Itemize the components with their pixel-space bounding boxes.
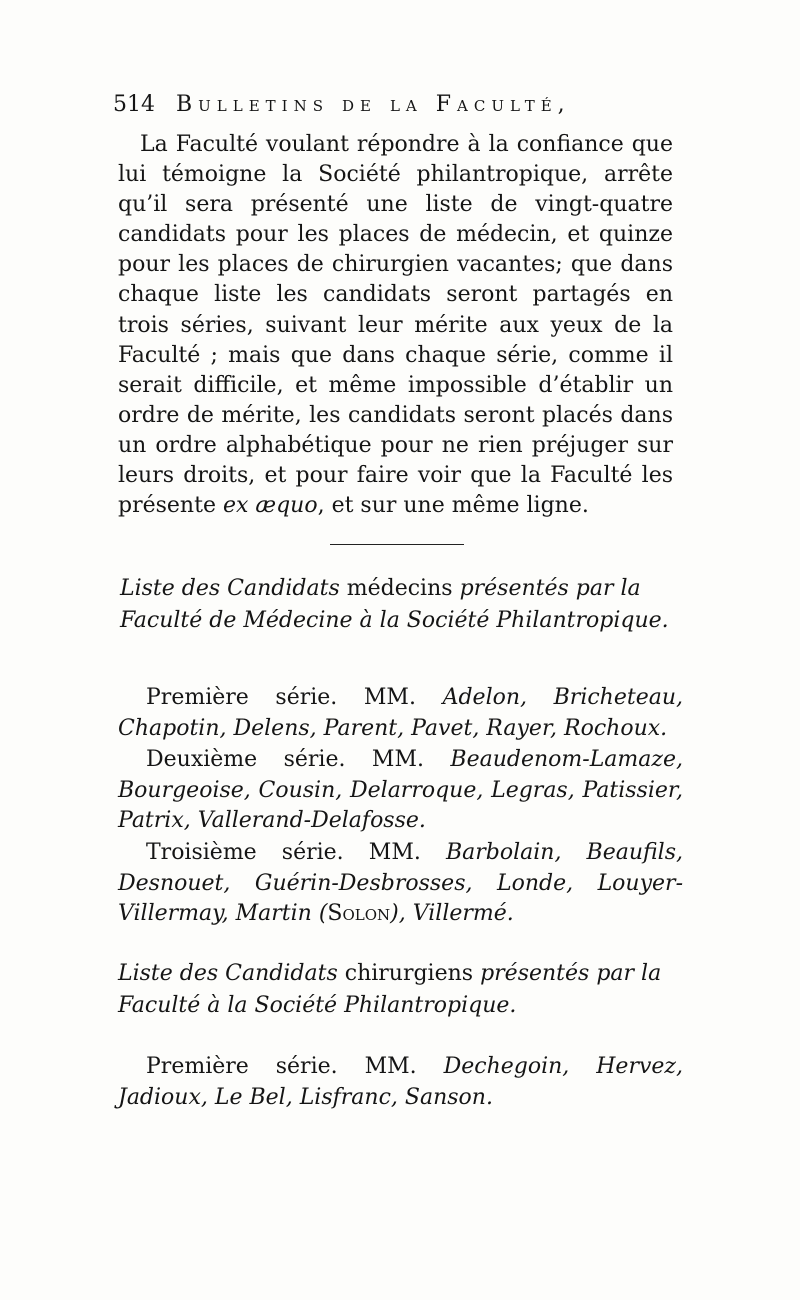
section-divider bbox=[330, 544, 464, 545]
intro-italic: ex æquo bbox=[222, 493, 318, 519]
series-names-end: ), Villermé. bbox=[390, 901, 514, 926]
series-label: Troisième série. MM. bbox=[146, 840, 421, 865]
series-names-smallcaps: Solon bbox=[327, 901, 391, 926]
intro-end: , et sur une même ligne. bbox=[317, 493, 589, 519]
intro-text: La Faculté voulant répondre à la confiance que lui témoigne la Société philantropique, arrête qu’il sera présenté une liste de vingt-quatre candidats pour les places de médecin, et quinze pour les places de chirurgien vacantes; que dans chaque liste les candidats seront partagés en trois séries, suivant leur mérite aux yeux de la Faculté ; mais que dans chaque série, comme il serait difficile, et même impossible d’établir un ordre de mérite, les candidats seront placés dans un ordre alphabétique pour ne rien préjuger sur leurs droits, et pour faire voir que la Faculté les présente bbox=[118, 132, 673, 519]
series-names: Dechegoin, Hervez, Jadioux, Le Bel, Lisfranc, Sanson. bbox=[118, 1054, 683, 1110]
series-label: Première série. MM. bbox=[146, 1054, 417, 1079]
series-label: Première série. MM. bbox=[146, 685, 416, 710]
chirurgiens-series-1 bbox=[118, 1052, 683, 1113]
chirurgiens-heading-b: chirurgiens bbox=[344, 961, 474, 986]
series-names: Adelon, Bricheteau, Chapotin, Delens, Parent, Pavet, Rayer, Rochoux. bbox=[118, 685, 683, 741]
chirurgiens-heading bbox=[118, 958, 678, 1022]
medecins-series-3 bbox=[118, 838, 683, 930]
series-names: Barbolain, Beaufils, Desnouet, Guérin-Desbrosses, Londe, Louyer-Villermay, Martin ( bbox=[118, 840, 684, 926]
running-head: Bulletins de la Faculté, bbox=[176, 92, 571, 117]
medecins-series-2 bbox=[118, 745, 683, 837]
medecins-series-1 bbox=[118, 683, 683, 744]
series-names: Beaudenom-Lamaze, Bourgeoise, Cousin, Delarroque, Legras, Patissier, Patrix, Vallerand-Delafosse. bbox=[118, 747, 683, 833]
series-label: Deuxième série. MM. bbox=[146, 747, 424, 772]
medecins-heading-b: médecins bbox=[346, 576, 453, 601]
chirurgiens-heading-a: Liste des Candidats bbox=[118, 961, 338, 986]
intro-paragraph bbox=[118, 130, 673, 521]
medecins-heading-c: présentés par la Faculté de Médecine à la Société Philantropique. bbox=[120, 576, 669, 633]
page-number: 514 bbox=[113, 92, 155, 117]
chirurgiens-heading-c: présentés par la Faculté à la Société Philantropique. bbox=[118, 961, 662, 1018]
page-header bbox=[113, 88, 703, 122]
medecins-heading bbox=[118, 573, 680, 637]
medecins-heading-a: Liste des Candidats bbox=[120, 576, 340, 601]
